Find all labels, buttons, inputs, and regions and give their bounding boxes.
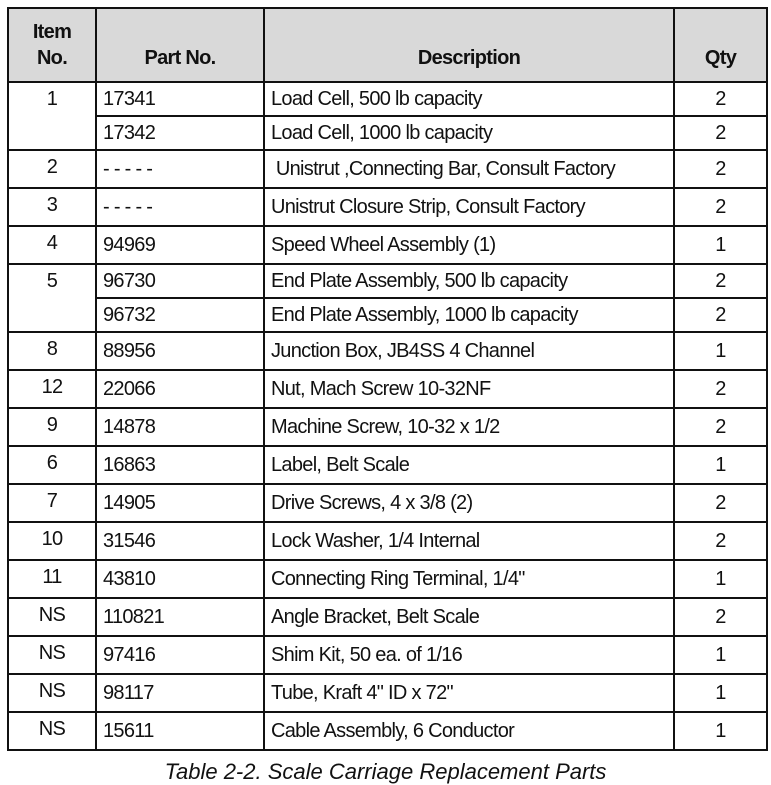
description-cell	[264, 150, 674, 188]
description-cell	[264, 82, 674, 116]
part-no-cell	[96, 332, 264, 370]
part-no: 17342	[103, 122, 156, 144]
item-no-cell	[8, 188, 96, 226]
qty-cell	[674, 82, 767, 116]
description: End Plate Assembly, 1000 lb capacity	[271, 304, 578, 326]
item-no: NS	[38, 680, 66, 702]
part-no: 96732	[103, 304, 156, 326]
item-no: 12	[41, 376, 63, 398]
description: Speed Wheel Assembly (1)	[271, 234, 496, 256]
part-no-cell	[96, 226, 264, 264]
header-item-line1: Item	[32, 21, 72, 43]
part-no-cell	[96, 484, 264, 522]
description-cell	[264, 522, 674, 560]
part-no-cell	[96, 598, 264, 636]
part-no-cell	[96, 298, 264, 332]
table-row	[8, 298, 767, 332]
description-cell	[264, 264, 674, 298]
item-no-cell	[8, 674, 96, 712]
part-no-cell	[96, 446, 264, 484]
description-cell	[264, 188, 674, 226]
header-part-no	[96, 8, 264, 82]
qty-cell	[674, 712, 767, 750]
description: Load Cell, 500 lb capacity	[271, 88, 482, 110]
item-no: 11	[42, 566, 62, 588]
part-no-cell	[96, 264, 264, 298]
item-no-cell	[8, 370, 96, 408]
part-no-cell	[96, 560, 264, 598]
header-part-label: Part No.	[144, 47, 216, 69]
item-no: NS	[38, 718, 66, 740]
part-no-cell	[96, 370, 264, 408]
qty-cell	[674, 370, 767, 408]
table-row	[8, 598, 767, 636]
qty: 1	[715, 340, 726, 362]
part-no: 98117	[103, 682, 154, 704]
part-no: 94969	[103, 234, 156, 256]
item-no: 4	[46, 232, 58, 254]
item-no-cell	[8, 264, 96, 332]
description-cell	[264, 636, 674, 674]
qty-cell	[674, 116, 767, 150]
part-no: 96730	[103, 270, 156, 292]
header-item-no	[8, 8, 96, 82]
qty: 2	[715, 416, 726, 438]
qty-cell	[674, 150, 767, 188]
description: Nut, Mach Screw 10-32NF	[271, 378, 491, 400]
qty: 2	[715, 606, 726, 628]
part-no: 31546	[103, 530, 156, 552]
description-cell	[264, 408, 674, 446]
part-no: 17341	[103, 88, 156, 110]
part-no: - - - - -	[103, 158, 153, 180]
qty-cell	[674, 332, 767, 370]
qty: 1	[715, 682, 726, 704]
qty: 1	[715, 234, 726, 256]
qty: 1	[715, 644, 726, 666]
description: End Plate Assembly, 500 lb capacity	[271, 270, 568, 292]
item-no: 8	[46, 338, 58, 360]
qty: 2	[715, 530, 726, 552]
part-no-cell	[96, 674, 264, 712]
item-no: 3	[46, 194, 58, 216]
table-row	[8, 82, 767, 116]
description-cell	[264, 674, 674, 712]
description-cell	[264, 446, 674, 484]
item-no-cell	[8, 560, 96, 598]
description-cell	[264, 332, 674, 370]
part-no-cell	[96, 408, 264, 446]
part-no: 15611	[103, 720, 154, 742]
item-no: 5	[46, 270, 58, 292]
qty-cell	[674, 598, 767, 636]
description-cell	[264, 298, 674, 332]
qty: 2	[715, 378, 726, 400]
description: Tube, Kraft 4" ID x 72"	[271, 682, 453, 704]
item-no-cell	[8, 446, 96, 484]
description-cell	[264, 712, 674, 750]
qty-cell	[674, 522, 767, 560]
description: Label, Belt Scale	[271, 454, 410, 476]
item-no: 9	[46, 414, 58, 436]
part-no: 14878	[103, 416, 156, 438]
part-no: 14905	[103, 492, 156, 514]
qty-cell	[674, 560, 767, 598]
table-row	[8, 150, 767, 188]
description: Lock Washer, 1/4 Internal	[271, 530, 480, 552]
qty: 2	[715, 122, 726, 144]
qty: 2	[715, 196, 726, 218]
qty: 1	[715, 568, 726, 590]
table-row	[8, 636, 767, 674]
part-no: 43810	[103, 568, 156, 590]
qty-cell	[674, 298, 767, 332]
description: Junction Box, JB4SS 4 Channel	[271, 340, 535, 362]
qty: 2	[715, 492, 726, 514]
description-cell	[264, 484, 674, 522]
table-row	[8, 484, 767, 522]
replacement-parts-table	[7, 7, 768, 751]
part-no-cell	[96, 188, 264, 226]
item-no: 1	[46, 88, 58, 110]
item-no-cell	[8, 636, 96, 674]
part-no: - - - - -	[103, 196, 153, 218]
qty-cell	[674, 188, 767, 226]
qty-cell	[674, 264, 767, 298]
header-qty	[674, 8, 767, 82]
table-row	[8, 712, 767, 750]
item-no-cell	[8, 712, 96, 750]
description-cell	[264, 370, 674, 408]
qty: 1	[715, 720, 726, 742]
qty-cell	[674, 446, 767, 484]
qty-cell	[674, 226, 767, 264]
item-no-cell	[8, 82, 96, 150]
table-row	[8, 560, 767, 598]
table-header-row	[8, 8, 767, 82]
description: Load Cell, 1000 lb capacity	[271, 122, 493, 144]
part-no-cell	[96, 712, 264, 750]
part-no: 22066	[103, 378, 156, 400]
qty: 2	[715, 270, 726, 292]
part-no: 88956	[103, 340, 156, 362]
table-row	[8, 264, 767, 298]
item-no: 7	[46, 490, 58, 512]
part-no: 97416	[103, 644, 156, 666]
description: Connecting Ring Terminal, 1/4"	[271, 568, 525, 590]
qty-cell	[674, 674, 767, 712]
table-row	[8, 446, 767, 484]
header-description	[264, 8, 674, 82]
description-cell	[264, 116, 674, 150]
item-no: NS	[38, 642, 66, 664]
table-row	[8, 522, 767, 560]
item-no-cell	[8, 598, 96, 636]
table-row	[8, 332, 767, 370]
item-no: 10	[41, 528, 63, 550]
header-description-label: Description	[417, 47, 521, 69]
item-no-cell	[8, 522, 96, 560]
description: Unistrut ,Connecting Bar, Consult Factory	[271, 158, 616, 180]
description-cell	[264, 560, 674, 598]
item-no-cell	[8, 332, 96, 370]
qty: 2	[715, 158, 726, 180]
description: Cable Assembly, 6 Conductor	[271, 720, 515, 742]
table-row	[8, 674, 767, 712]
qty-cell	[674, 408, 767, 446]
table-row	[8, 188, 767, 226]
item-no: 6	[46, 452, 58, 474]
item-no: NS	[38, 604, 66, 626]
description: Unistrut Closure Strip, Consult Factory	[271, 196, 585, 218]
description: Machine Screw, 10-32 x 1/2	[271, 416, 500, 438]
qty: 1	[715, 454, 726, 476]
description: Drive Screws, 4 x 3/8 (2)	[271, 492, 473, 514]
qty-cell	[674, 484, 767, 522]
item-no-cell	[8, 150, 96, 188]
item-no-cell	[8, 484, 96, 522]
part-no: 110821	[103, 606, 165, 628]
description: Angle Bracket, Belt Scale	[271, 606, 480, 628]
table-caption: Table 2-2. Scale Carriage Replacement Parts	[164, 759, 607, 784]
part-no-cell	[96, 636, 264, 674]
qty: 2	[715, 88, 726, 110]
part-no-cell	[96, 150, 264, 188]
part-no-cell	[96, 522, 264, 560]
qty-cell	[674, 636, 767, 674]
table-row	[8, 408, 767, 446]
item-no-cell	[8, 408, 96, 446]
table-row	[8, 370, 767, 408]
part-no: 16863	[103, 454, 156, 476]
part-no-cell	[96, 116, 264, 150]
description-cell	[264, 226, 674, 264]
description: Shim Kit, 50 ea. of 1/16	[271, 644, 463, 666]
item-no-cell	[8, 226, 96, 264]
header-qty-label: Qty	[704, 47, 737, 69]
header-item-line2: No.	[36, 47, 68, 69]
table-row	[8, 116, 767, 150]
table-row	[8, 226, 767, 264]
description-cell	[264, 598, 674, 636]
qty: 2	[715, 304, 726, 326]
item-no: 2	[46, 156, 58, 178]
part-no-cell	[96, 82, 264, 116]
